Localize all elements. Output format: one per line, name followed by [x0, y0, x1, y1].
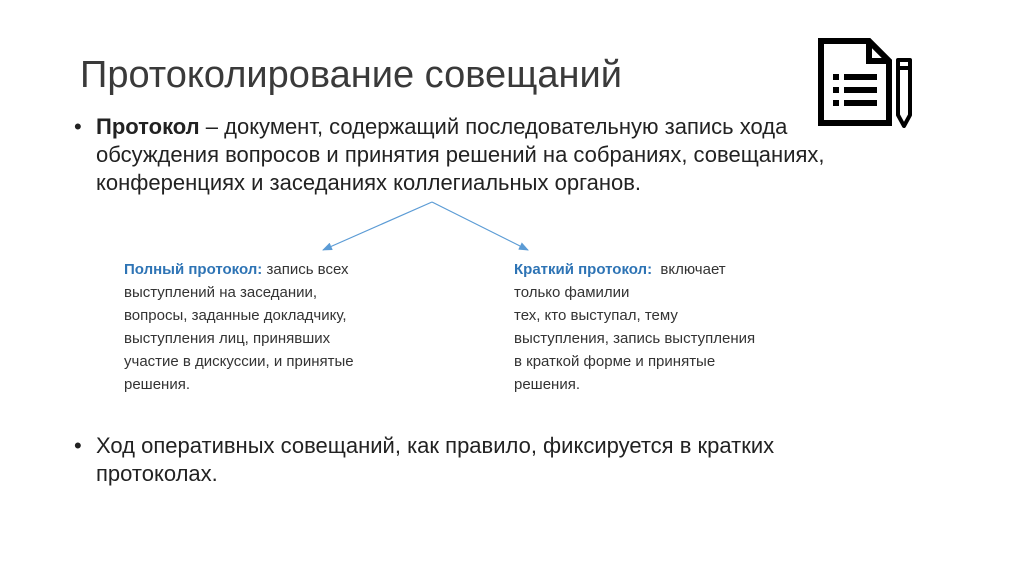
box-text: запись всех: [262, 261, 349, 278]
box-line: вопросы, заданные докладчику,: [124, 307, 347, 324]
box-line: выступления, запись выступления: [514, 330, 756, 347]
bullet-line: обсуждения вопросов и принятия решений на собраниях, совещаниях,: [96, 142, 825, 167]
arrow-to-full-protocol: [323, 202, 432, 250]
box-line: [514, 258, 814, 281]
box-text: включает: [652, 261, 726, 278]
box-line: только фамилии: [514, 284, 630, 301]
box-line: в краткой форме и принятые: [514, 353, 716, 370]
short-protocol-box: [514, 258, 814, 396]
bullet-text: [96, 432, 954, 488]
arrow-to-short-protocol: [432, 202, 528, 250]
box-line: выступлений на заседании,: [124, 284, 318, 301]
box-line: [124, 258, 404, 281]
definition-part: – документ, содержащий последовательную запись хода: [199, 114, 788, 139]
box-line: решения.: [124, 376, 191, 393]
box-line: тех, кто выступал, тему: [514, 307, 678, 324]
bullet-dot: •: [74, 433, 82, 458]
bullet-line: конференциях и заседаниях коллегиальных органов.: [96, 170, 642, 195]
bullet-operational-meetings: [74, 432, 954, 488]
bullet-line: Ход оперативных совещаний, как правило, фиксируется в кратких: [96, 433, 775, 458]
term-protocol: Протокол: [96, 114, 200, 139]
bullet-line: протоколах.: [96, 461, 218, 486]
full-protocol-box: [124, 258, 404, 396]
box-line: выступления лиц, принявших: [124, 330, 331, 347]
full-protocol-label: Полный протокол:: [124, 261, 263, 278]
box-line: решения.: [514, 376, 581, 393]
bullet-dot: •: [74, 114, 82, 139]
box-line: участие в дискуссии, и принятые: [124, 353, 354, 370]
slide-title: Протоколирование совещаний: [80, 54, 622, 96]
short-protocol-label: Краткий протокол:: [514, 261, 653, 278]
